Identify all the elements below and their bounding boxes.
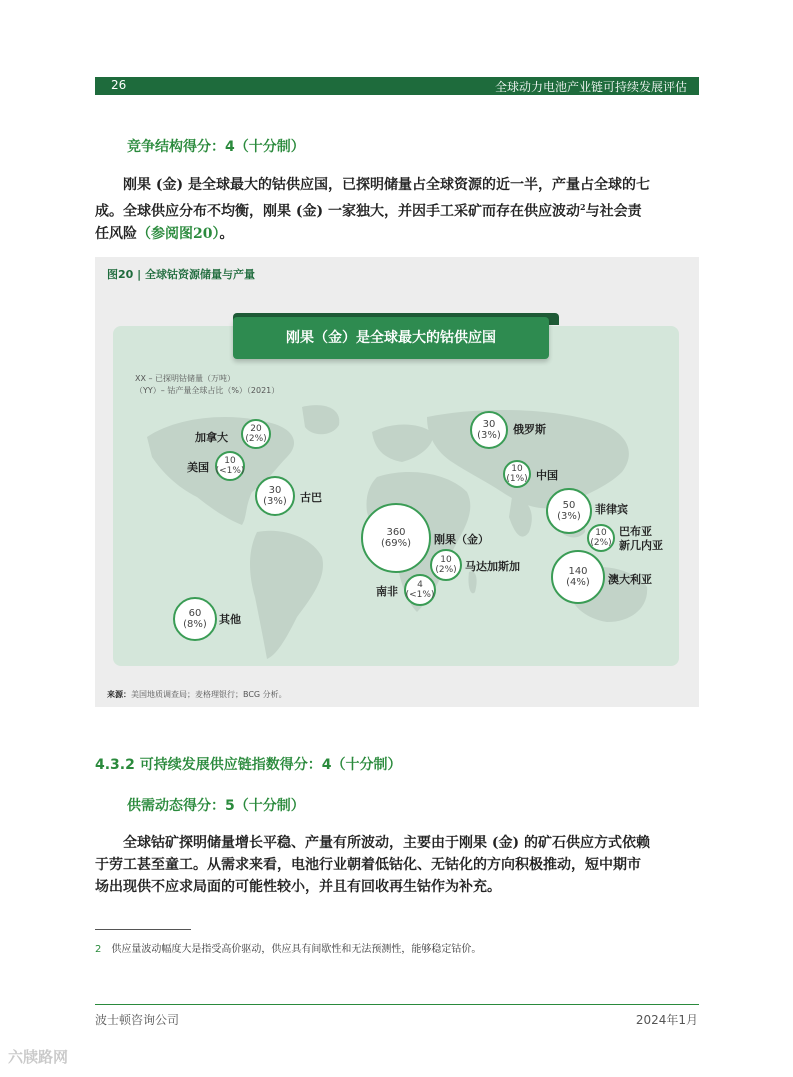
supply-demand-heading: 供需动态得分：5（十分制） [127, 798, 305, 814]
europe-shape [372, 425, 433, 463]
label-usa: 美国 [187, 461, 209, 474]
bubble-south-africa: 4 (<1%) [404, 574, 436, 606]
label-canada: 加拿大 [195, 431, 228, 444]
legend-reserve: XX – 已探明钴储量（万吨） [135, 374, 236, 383]
footnote-divider [95, 929, 191, 930]
madagascar-shape [468, 571, 476, 593]
footnote: 2 供应量波动幅度大是指受高价驱动，供应具有间歇性和无法预测性，能够稳定钴价。 [95, 944, 482, 955]
figure-ref-link[interactable]: （参阅图20） [137, 225, 220, 242]
bubble-cuba: 30 (3%) [255, 476, 295, 516]
south-america-shape [250, 531, 323, 659]
label-papua-new-guinea: 巴布亚 新几内亚 [619, 525, 663, 552]
bubble-usa: 10 (<1%) [215, 451, 245, 481]
sustainability-index-heading: 4.3.2 可持续发展供应链指数得分：4（十分制） [95, 757, 402, 773]
label-madagascar: 马达加斯加 [465, 560, 520, 573]
bubble-australia: 140 (4%) [551, 550, 605, 604]
footer-divider [95, 1004, 699, 1005]
supply-demand-paragraph: 全球钴矿探明储量增长平稳、产量有所波动，主要由于刚果 (金) 的矿石供应方式依赖 于劳工甚至童工。从需求来看，电池行业朝着低钴化、无钴化的方向积极推动，短中期市 场出现供不应求局面的可能性较小，并且有回收再生钴作为补充。 [95, 835, 650, 895]
greenland-shape [302, 405, 339, 434]
figure-20 [95, 257, 699, 707]
page-number: 26 [111, 78, 127, 92]
bubble-philippines: 50 (3%) [546, 488, 592, 534]
bubble-papua-new-guinea: 10 (2%) [587, 524, 615, 552]
label-philippines: 菲律宾 [595, 503, 628, 516]
label-russia: 俄罗斯 [513, 423, 546, 436]
label-australia: 澳大利亚 [608, 573, 652, 586]
competition-score-heading: 竞争结构得分：4（十分制） [127, 139, 305, 155]
legend-share: （YY）– 钴产量全球占比（%）（2021） [135, 386, 280, 395]
competition-paragraph: 刚果 (金) 是全球最大的钴供应国，已探明储量占全球资源的近一半，产量占全球的七 成。全球供应分布不均衡，刚果 (金) 一家独大，并因手工采矿而存在供应波动$^2$与社会责 任风险（参阅图20）。 [95, 177, 650, 242]
watermark: 六牍路网 [8, 1048, 69, 1066]
label-china: 中国 [536, 469, 558, 482]
footer-date: 2024年1月 [635, 1013, 698, 1027]
bubble-madagascar: 10 (2%) [430, 549, 462, 581]
label-south-africa: 南非 [376, 585, 398, 598]
footnote-ref[interactable]: 2 [580, 202, 586, 212]
label-cuba: 古巴 [300, 491, 322, 504]
report-title: 全球动力电池产业链可持续发展评估 [494, 80, 687, 94]
figure-source: 来源：美国地质调查局；麦格理银行；BCG 分析。 [107, 690, 287, 699]
label-drc: 刚果（金） [434, 533, 489, 546]
figure-banner: 刚果（金）是全球最大的钴供应国 [233, 317, 549, 359]
figure-title: 图20 | 全球钴资源储量与产量 [107, 268, 255, 281]
bubble-canada: 20 (2%) [241, 419, 271, 449]
bubble-russia: 30 (3%) [470, 411, 508, 449]
label-others: 其他 [219, 613, 241, 626]
bubble-drc: 360 (69%) [361, 503, 431, 573]
bubble-others: 60 (8%) [173, 597, 217, 641]
bubble-china: 10 (1%) [503, 460, 531, 488]
footer-company: 波士顿咨询公司 [95, 1013, 180, 1027]
header-bar [95, 77, 699, 95]
